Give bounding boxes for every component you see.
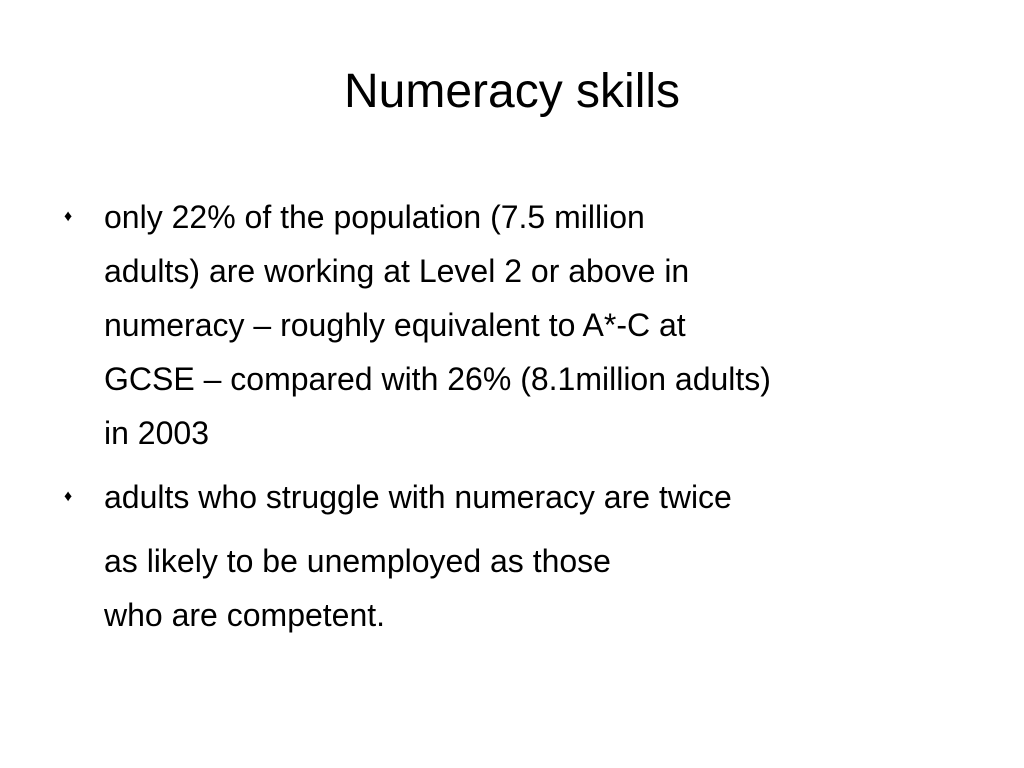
bullet-text-line: as likely to be unemployed as those bbox=[104, 543, 611, 579]
bullet-text-line: adults) are working at Level 2 or above in bbox=[104, 253, 690, 289]
diamond-bullet-icon: ♦ bbox=[64, 208, 73, 225]
diamond-bullet-icon: ♦ bbox=[64, 488, 73, 505]
bullet-list bbox=[58, 190, 978, 642]
bullet-item-unemployment bbox=[58, 470, 978, 642]
bullet-text-line: who are competent. bbox=[104, 597, 386, 633]
bullet-text-line: GCSE – compared with 26% (8.1million adults) bbox=[104, 361, 771, 397]
bullet-text-line: numeracy – roughly equivalent to A*-C at bbox=[104, 307, 686, 343]
bullet-text-line: adults who struggle with numeracy are twice bbox=[104, 479, 732, 515]
slide-title: Numeracy skills bbox=[343, 65, 681, 118]
bullet-text-line: only 22% of the population (7.5 million bbox=[104, 199, 645, 235]
bullet-item-population bbox=[58, 190, 978, 460]
bullet-text-line: in 2003 bbox=[104, 415, 209, 451]
